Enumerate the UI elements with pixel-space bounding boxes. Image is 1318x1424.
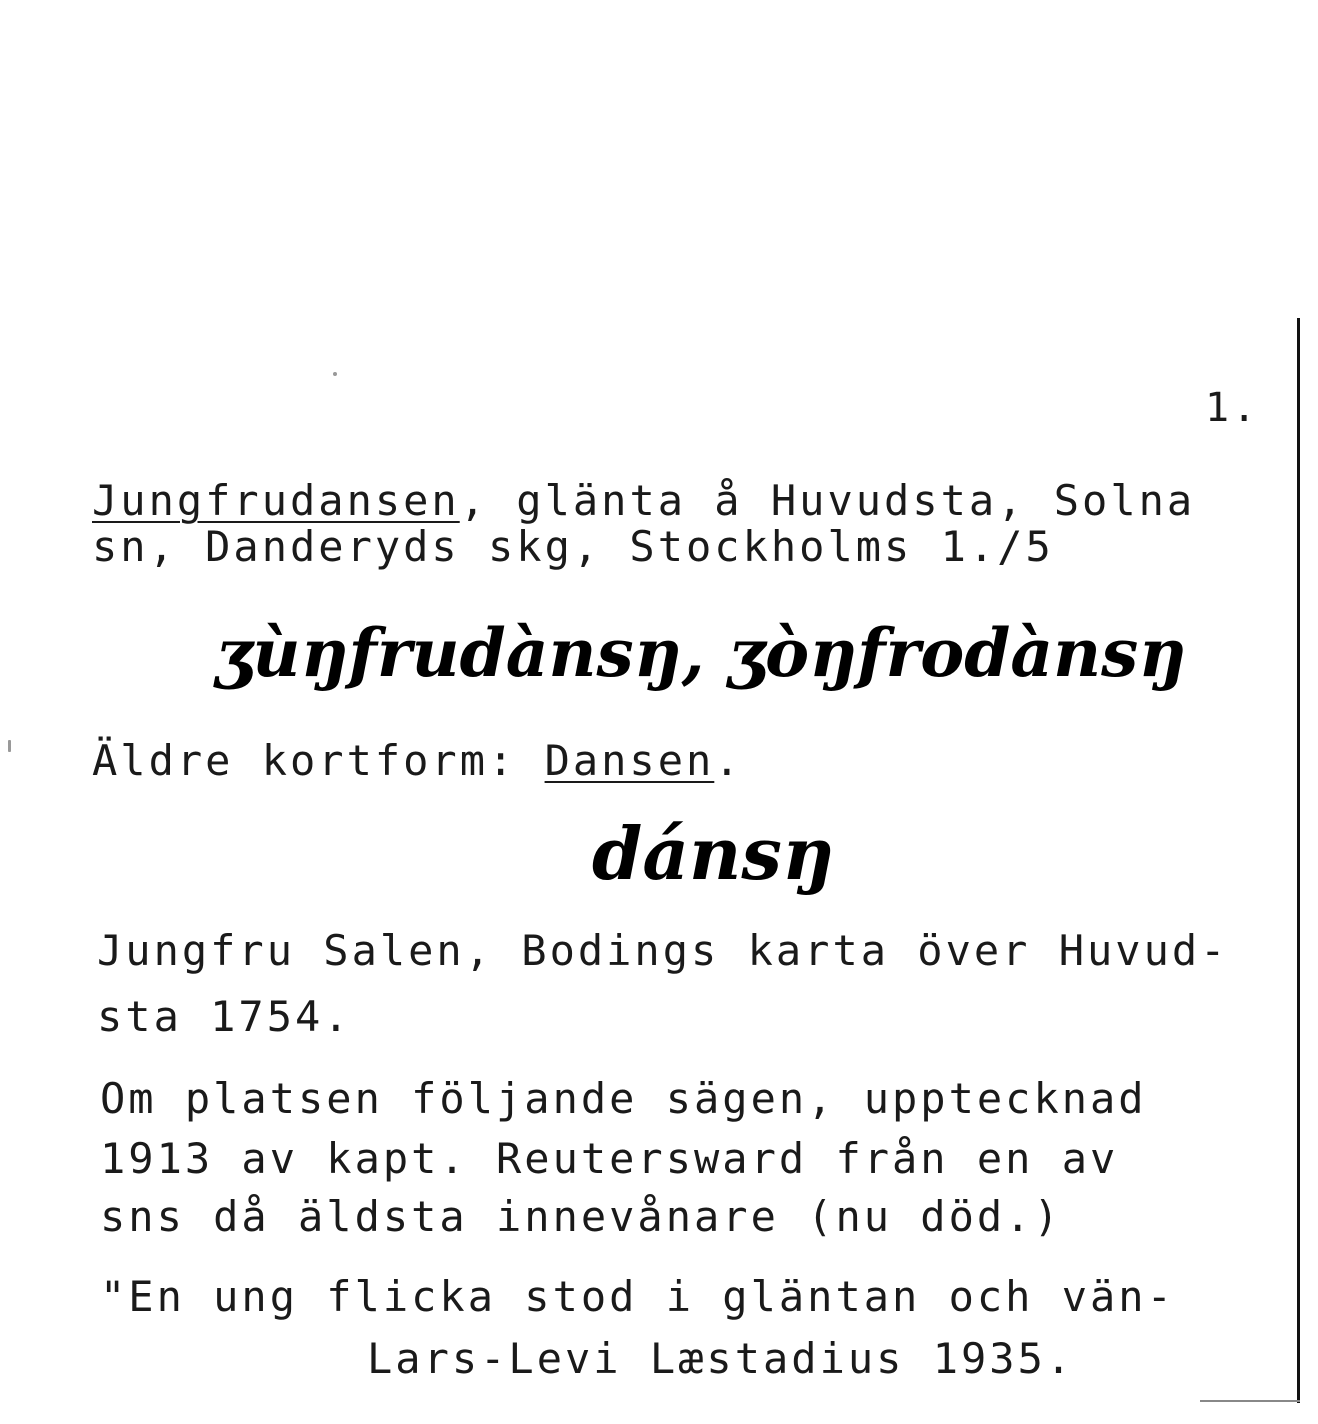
handwritten-pronunciation-2: dánsŋ	[592, 811, 835, 896]
signature: Lars-Levi Læstadius 1935.	[367, 1334, 1075, 1383]
scan-speck	[333, 372, 337, 376]
older-form-line	[92, 736, 743, 785]
place-name: Jungfrudansen	[92, 476, 460, 525]
handwritten-pronunciation-1: ʒùŋfrudànsŋ, ʒòŋfrodànsŋ	[215, 614, 1187, 692]
place-description: , glänta å Huvudsta, Solna	[459, 476, 1196, 525]
scan-speck	[8, 740, 11, 752]
card-bottom-edge	[1200, 1400, 1300, 1402]
legend-line-3: sns då äldsta innevånare (nu död.)	[100, 1192, 1062, 1241]
entry-line-1	[92, 476, 1196, 525]
legend-line-4: "En ung flicka stod i gläntan och vän-	[100, 1272, 1175, 1321]
legend-line-2: 1913 av kapt. Reutersward från en av	[100, 1134, 1119, 1183]
map-reference-line-1: Jungfru Salen, Bodings karta över Huvud-	[97, 926, 1229, 975]
older-form-end: .	[714, 736, 743, 785]
card-number: 1.	[1205, 385, 1260, 431]
older-form-name: Dansen	[544, 736, 715, 785]
map-reference-line-2: sta 1754.	[97, 992, 352, 1041]
card-right-edge	[1297, 318, 1300, 1403]
entry-line-2: sn, Danderyds skg, Stockholms 1./5	[92, 522, 1054, 571]
legend-line-1: Om platsen följande sägen, uppt​ecknad	[100, 1074, 1147, 1123]
older-form-label: Äldre kortform:	[92, 736, 545, 785]
